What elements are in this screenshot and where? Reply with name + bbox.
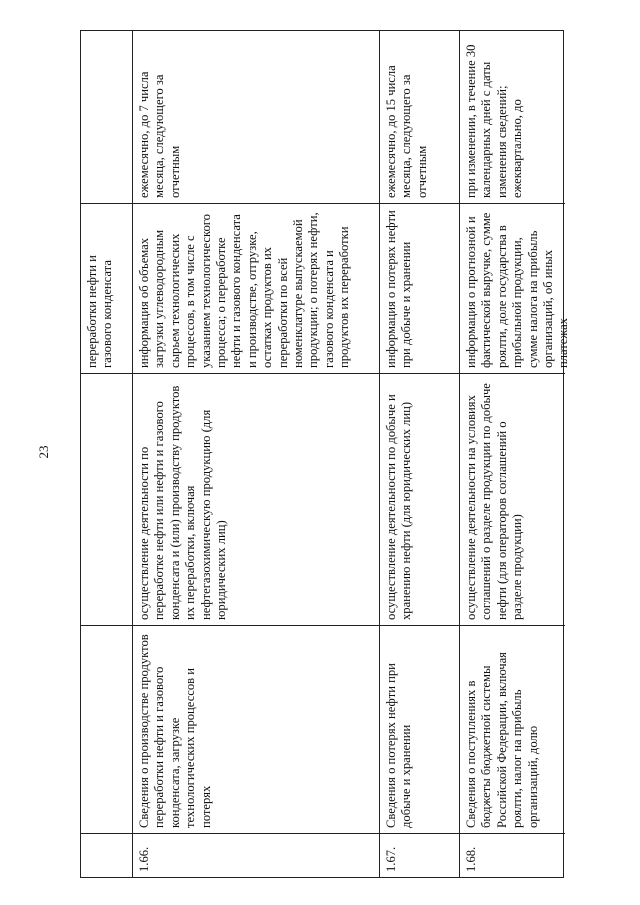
data-table [80, 30, 571, 878]
info-name: Сведения о поступлениях в бюджеты бюджетной системы Российской Федерации, включая роялти, налог на прибыль организаций, долю [460, 626, 565, 834]
table-row [459, 31, 571, 877]
submission-period: ежемесячно, до 7 числа месяца, следующего за отчетным [133, 29, 379, 204]
info-name [81, 626, 132, 834]
activity-type: осуществление деятельности на условиях соглашений о разделе продукции по добыче нефти (для операторов соглашений о разделе продукции) [460, 374, 565, 626]
row-number: 1.67. [384, 846, 398, 872]
row-number: 1.68. [464, 846, 478, 872]
row-number [81, 834, 132, 877]
table-row [81, 31, 132, 877]
submission-period [81, 29, 132, 204]
table-container [80, 30, 571, 878]
table-row [132, 31, 379, 877]
info-content: информация о прогнозной и фактической выручке, сумме роялти, доле государства в прибыльной продукции, сумме налога на прибыль организаций, об иных платежах [460, 204, 565, 374]
row-number: 1.66. [137, 846, 151, 872]
info-content: переработки нефти и газового конденсата [81, 204, 132, 374]
activity-type: осуществление деятельности по переработке нефти или нефти и газового конденсата и (или) производству продуктов их переработки, включая нефтегазохимическую продукцию (для юридических лиц) [133, 374, 379, 626]
submission-period: при изменении, в течение 30 календарных дней с даты изменения сведений; ежеквартально, до [460, 29, 565, 204]
activity-type: осуществление деятельности по добыче и хранению нефти (для юридических лиц) [380, 374, 459, 626]
info-name: Сведения о потерях нефти при добыче и хранении [380, 626, 459, 834]
info-content: информация об объемах загрузки углеводородным сырьем технологических процессов, в том числе с указанием технологического процесса; о переработке нефти и газового конденсата и производстве, отгрузке, остатках продуктов их переработки по всей номенклатуре выпускаемой продукции; о потерях нефти, газового конденсата и продуктов их переработки [133, 204, 379, 374]
page-number: 23 [36, 445, 51, 459]
submission-period: ежемесячно, до 15 числа месяца, следующего за отчетным [380, 29, 459, 204]
activity-type [81, 374, 132, 626]
info-name: Сведения о производстве продуктов переработки нефти и газового конденсата, загрузке технологических процессов и потерях [133, 626, 379, 834]
table-row [379, 31, 459, 877]
info-content: информация о потерях нефти при добыче и хранении [380, 204, 459, 374]
